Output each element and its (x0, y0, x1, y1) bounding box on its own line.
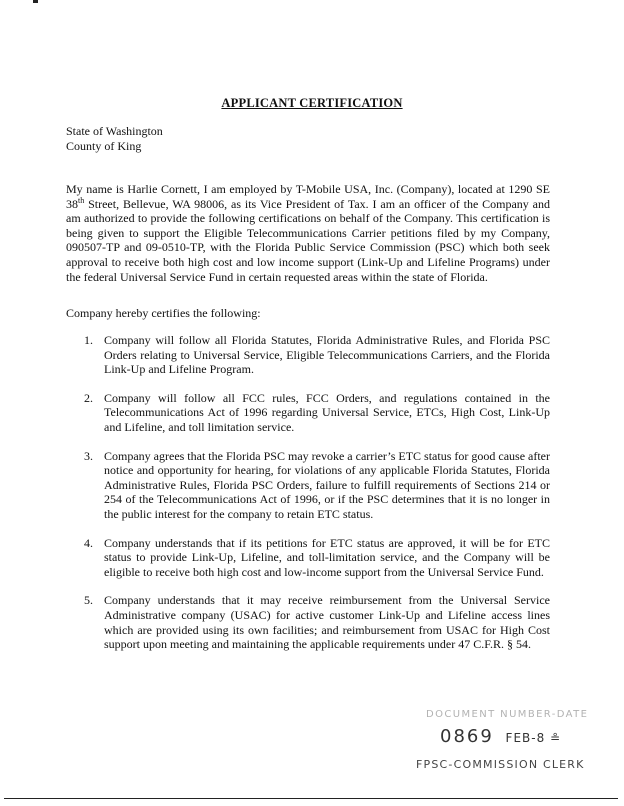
item-number: 2. (84, 390, 93, 405)
stamp-number: 0869 (440, 726, 494, 747)
scan-mark (33, 0, 38, 3)
state-line: State of Washington (66, 124, 163, 138)
county-line: County of King (66, 138, 142, 153)
list-item (66, 391, 550, 435)
bottom-rule (4, 798, 618, 799)
item-number: 4. (84, 535, 93, 550)
list-item (66, 593, 550, 651)
ordinal-suffix: th (78, 195, 85, 205)
list-item (66, 333, 550, 377)
stamp-number-row (440, 726, 562, 747)
certification-list (66, 333, 550, 666)
item-number: 3. (84, 448, 93, 463)
item-text: Company will follow all Florida Statutes, Florida Administrative Rules, and Florida PSC Orders relating to Universal Service, Eligible Telecommunications Carriers, and the Florida Link-Up and Lifeline Program. (104, 333, 550, 377)
item-text: Company agrees that the Florida PSC may revoke a carrier’s ETC status for good cause after notice and opportunity for hearing, for violations of any applicable Florida Statutes, Florida Administrative Rules, Florida PSC Orders, failure to fulfill requirements of Sections 214 or 254 of the Telecommunications Act of 1996, or if the PSC determines that it is no longer in the public interest for the company to retain ETC status. (104, 448, 550, 521)
stamp-document-number-date: DOCUMENT NUMBER-DATE (426, 709, 589, 720)
document-title: APPLICANT CERTIFICATION (221, 96, 403, 110)
location-block (66, 124, 163, 153)
intro-paragraph (66, 182, 550, 284)
certifies-line: Company hereby certifies the following: (66, 306, 261, 320)
item-number: 5. (84, 593, 93, 608)
stamp-date: FEB-8 ≗ (505, 731, 562, 745)
item-text: Company understands that it may receive reimbursement from the Universal Service Administrative company (USAC) for active customer Link-Up and Lifeline access lines which are provided using its own facilities; and reimbursement from USAC for High Cost support upon meeting and maintaining the applicable requirements under 47 C.F.R. § 54. (104, 593, 550, 652)
item-text: Company understands that if its petitions for ETC status are approved, it will be for ETC status to provide Link-Up, Lifeline, and toll-limitation service, and the Company will be eligible to receive both high cost and low-income support from the Universal Service Fund. (104, 535, 550, 579)
intro-text: My name is Harlie Cornett, I am employed by T-Mobile USA, Inc. (Company), located at 1290 SE 38th Street, Bellevue, WA 98006, as its Vice President of Tax. I am an officer of the Company and am authorized to provide the following certifications on behalf of the Company. This certification is being given to support the Eligible Telecommunications Carrier petitions filed by my Company, 090507-TP and 09-0510-TP, with the Florida Public Service Commission (PSC) which both seek approval to receive both high cost and low income support (Link-Up and Lifeline Programs) under the federal Universal Service Fund in certain requested areas within the state of Florida. (66, 182, 550, 284)
item-number: 1. (84, 333, 93, 347)
stamp-commission-clerk: FPSC-COMMISSION CLERK (416, 758, 585, 771)
list-item (66, 536, 550, 580)
list-item (66, 449, 550, 522)
item-text: Company will follow all FCC rules, FCC Orders, and regulations contained in the Telecommunications Act of 1996 regarding Universal Service, ETCs, High Cost, Link-Up and Lifeline, and toll limitation service. (104, 390, 550, 434)
